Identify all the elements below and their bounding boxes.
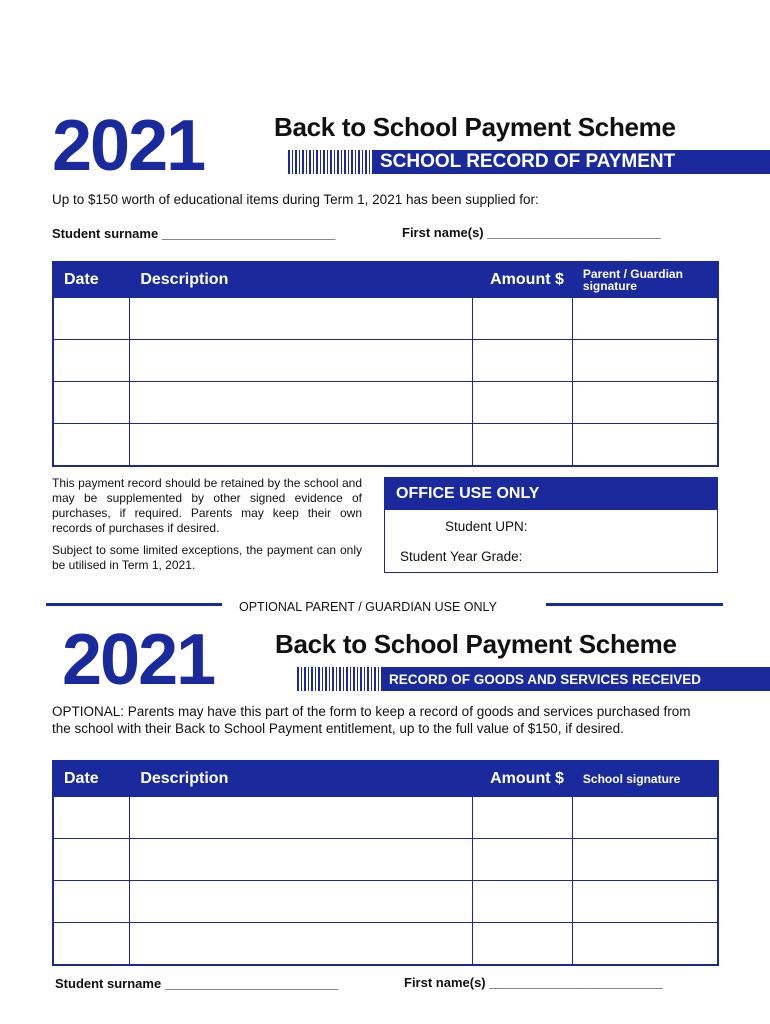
year-heading-1: 2021 [52,106,205,186]
col-date-1: Date [53,262,130,298]
student-year-grade-label: Student Year Grade: [400,549,523,564]
year-heading-2: 2021 [62,620,215,700]
surname-line-2: ________________________ [164,976,339,991]
signature-cell[interactable] [572,340,718,382]
date-cell[interactable] [53,797,130,839]
signature-cell[interactable] [572,797,718,839]
col-amount-2: Amount $ [473,761,573,797]
col-description-1: Description [130,262,473,298]
amount-cell[interactable] [473,298,573,340]
payment-table-1 [52,261,719,467]
table-row [53,881,718,923]
firstname-line-2: ________________________ [489,975,663,990]
col-description-2: Description [130,761,473,797]
title-band-2 [297,667,770,691]
description-cell[interactable] [130,340,473,382]
amount-cell[interactable] [473,923,573,965]
student-upn-label: Student UPN: [445,519,528,534]
divider-rule-right [546,603,723,606]
firstname-line-1: ________________________ [487,225,661,240]
signature-cell[interactable] [572,881,718,923]
description-cell[interactable] [130,923,473,965]
col-amount-1: Amount $ [473,262,573,298]
table-row [53,340,718,382]
form-title-1: Back to School Payment Scheme [274,112,676,142]
student-surname-field-2[interactable] [55,976,338,992]
amount-cell[interactable] [473,424,573,466]
table-row [53,797,718,839]
date-cell[interactable] [53,881,130,923]
description-cell[interactable] [130,424,473,466]
optional-divider-label: OPTIONAL PARENT / GUARDIAN USE ONLY [239,600,497,614]
description-cell[interactable] [130,797,473,839]
band-text-2: RECORD OF GOODS AND SERVICES RECEIVED [381,667,770,691]
form-title-2: Back to School Payment Scheme [275,629,677,659]
table-row [53,923,718,965]
col-date-2: Date [53,761,130,797]
date-cell[interactable] [53,839,130,881]
table-row [53,424,718,466]
table-row [53,382,718,424]
signature-cell[interactable] [572,382,718,424]
term-note: Subject to some limited exceptions, the payment can only be utilised in Term 1, 2021. [52,543,362,572]
barcode-stripes-1 [288,150,372,174]
surname-label-2: Student surname [55,976,162,991]
signature-cell[interactable] [572,839,718,881]
description-cell[interactable] [130,881,473,923]
signature-cell[interactable] [572,424,718,466]
amount-cell[interactable] [473,839,573,881]
date-cell[interactable] [53,923,130,965]
student-surname-field-1[interactable] [52,226,335,242]
amount-cell[interactable] [473,382,573,424]
divider-rule-left [46,603,222,606]
first-name-field-1[interactable] [402,225,661,241]
optional-intro-text: OPTIONAL: Parents may have this part of the form to keep a record of goods and services purchased from the school with their Back to School Payment entitlement, up to the full value of $150, if desired. [52,704,691,736]
title-band-1 [288,150,770,174]
amount-cell[interactable] [473,340,573,382]
date-cell[interactable] [53,382,130,424]
office-use-box [384,477,718,573]
signature-cell[interactable] [572,923,718,965]
first-name-field-2[interactable] [404,975,663,991]
retention-note: This payment record should be retained by the school and may be supplemented by other signed evidence of purchases, if required. Parents may keep their own records of purchases if desired. [52,476,362,535]
surname-line-1: ________________________ [161,226,336,241]
table-row [53,298,718,340]
date-cell[interactable] [53,340,130,382]
amount-cell[interactable] [473,797,573,839]
date-cell[interactable] [53,298,130,340]
office-use-header: OFFICE USE ONLY [385,478,717,510]
intro-text-1: Up to $150 worth of educational items during Term 1, 2021 has been supplied for: [52,192,539,207]
description-cell[interactable] [130,382,473,424]
surname-label-1: Student surname [52,226,159,241]
signature-cell[interactable] [572,298,718,340]
date-cell[interactable] [53,424,130,466]
table-row [53,839,718,881]
description-cell[interactable] [130,298,473,340]
barcode-stripes-2 [297,667,381,691]
goods-table-2 [52,760,719,966]
col-school-signature-2: School signature [572,761,718,797]
amount-cell[interactable] [473,881,573,923]
col-signature-1: Parent / Guardian signature [572,262,718,298]
firstname-label-1: First name(s) [402,225,484,240]
description-cell[interactable] [130,839,473,881]
firstname-label-2: First name(s) [404,975,486,990]
band-text-1: SCHOOL RECORD OF PAYMENT [372,150,770,174]
